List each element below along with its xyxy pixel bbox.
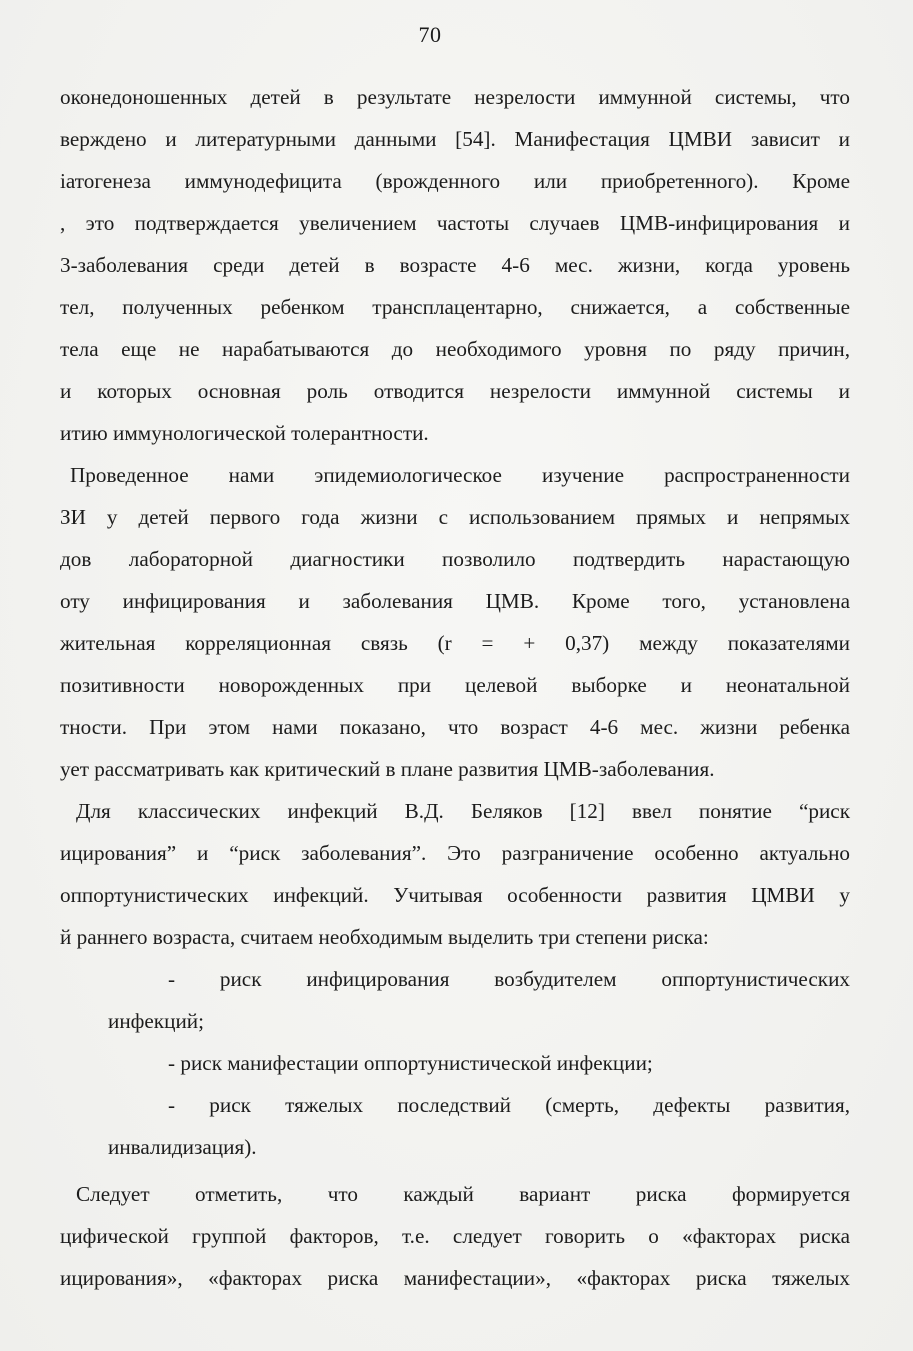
text-line-15: позитивности новорожденных при целевой выборке и неонатальной bbox=[60, 673, 850, 697]
text-line-3: іатогенеза иммунодефицита (врожденного или приобретенного). Кроме bbox=[60, 169, 850, 193]
text-line-12: дов лабораторной диагностики позволило подтвердить нарастающую bbox=[60, 547, 850, 571]
list-item-1-continuation: инфекций; bbox=[108, 1009, 205, 1033]
text-line-7: тела еще не нарабатываются до необходимого уровня по ряду причин, bbox=[60, 337, 850, 361]
list-item-2: - риск манифестации оппортунистической инфекции; bbox=[168, 1051, 653, 1075]
text-line-16: тности. При этом нами показано, что возраст 4-6 мес. жизни ребенка bbox=[60, 715, 850, 739]
text-line-9: итию иммунологической толерантности. bbox=[60, 421, 429, 445]
text-line-11: ЗИ у детей первого года жизни с использованием прямых и непрямых bbox=[60, 505, 850, 529]
text-line-28: цифической группой факторов, т.е. следует говорить о «факторах риска bbox=[60, 1224, 850, 1248]
list-item-3-continuation: инвалидизация). bbox=[108, 1135, 257, 1159]
list-item-3: - риск тяжелых последствий (смерть, дефекты развития, bbox=[168, 1093, 850, 1117]
text-line-29: ицирования», «факторах риска манифестации», «факторах риска тяжелых bbox=[60, 1266, 850, 1290]
text-line-10: Проведенное нами эпидемиологическое изучение распространенности bbox=[70, 463, 850, 487]
text-line-19: ицирования” и “риск заболевания”. Это разграничение особенно актуально bbox=[60, 841, 850, 865]
text-line-8: и которых основная роль отводится незрелости иммунной системы и bbox=[60, 379, 850, 403]
text-line-21: й раннего возраста, считаем необходимым выделить три степени риска: bbox=[60, 925, 709, 949]
text-line-18: Для классических инфекций В.Д. Беляков [12] ввел понятие “риск bbox=[76, 799, 850, 823]
text-line-14: жительная корреляционная связь (r = + 0,37) между показателями bbox=[60, 631, 850, 655]
list-item-1: - риск инфицирования возбудителем оппортунистических bbox=[168, 967, 850, 991]
text-line-1: оконедоношенных детей в результате незрелости иммунной системы, что bbox=[60, 85, 850, 109]
text-line-13: оту инфицирования и заболевания ЦМВ. Кроме того, установлена bbox=[60, 589, 850, 613]
text-line-17: ует рассматривать как критический в плане развития ЦМВ-заболевания. bbox=[60, 757, 715, 781]
text-line-27: Следует отметить, что каждый вариант риска формируется bbox=[76, 1182, 850, 1206]
text-line-2: верждено и литературными данными [54]. Манифестация ЦМВИ зависит и bbox=[60, 127, 850, 151]
text-line-5: 3-заболевания среди детей в возрасте 4-6 мес. жизни, когда уровень bbox=[60, 253, 850, 277]
text-line-4: , это подтверждается увеличением частоты случаев ЦМВ-инфицирования и bbox=[60, 211, 850, 235]
page-number: 70 bbox=[418, 22, 442, 47]
text-line-20: оппортунистических инфекций. Учитывая особенности развития ЦМВИ у bbox=[60, 883, 850, 907]
text-line-6: тел, полученных ребенком трансплацентарно, снижается, а собственные bbox=[60, 295, 850, 319]
